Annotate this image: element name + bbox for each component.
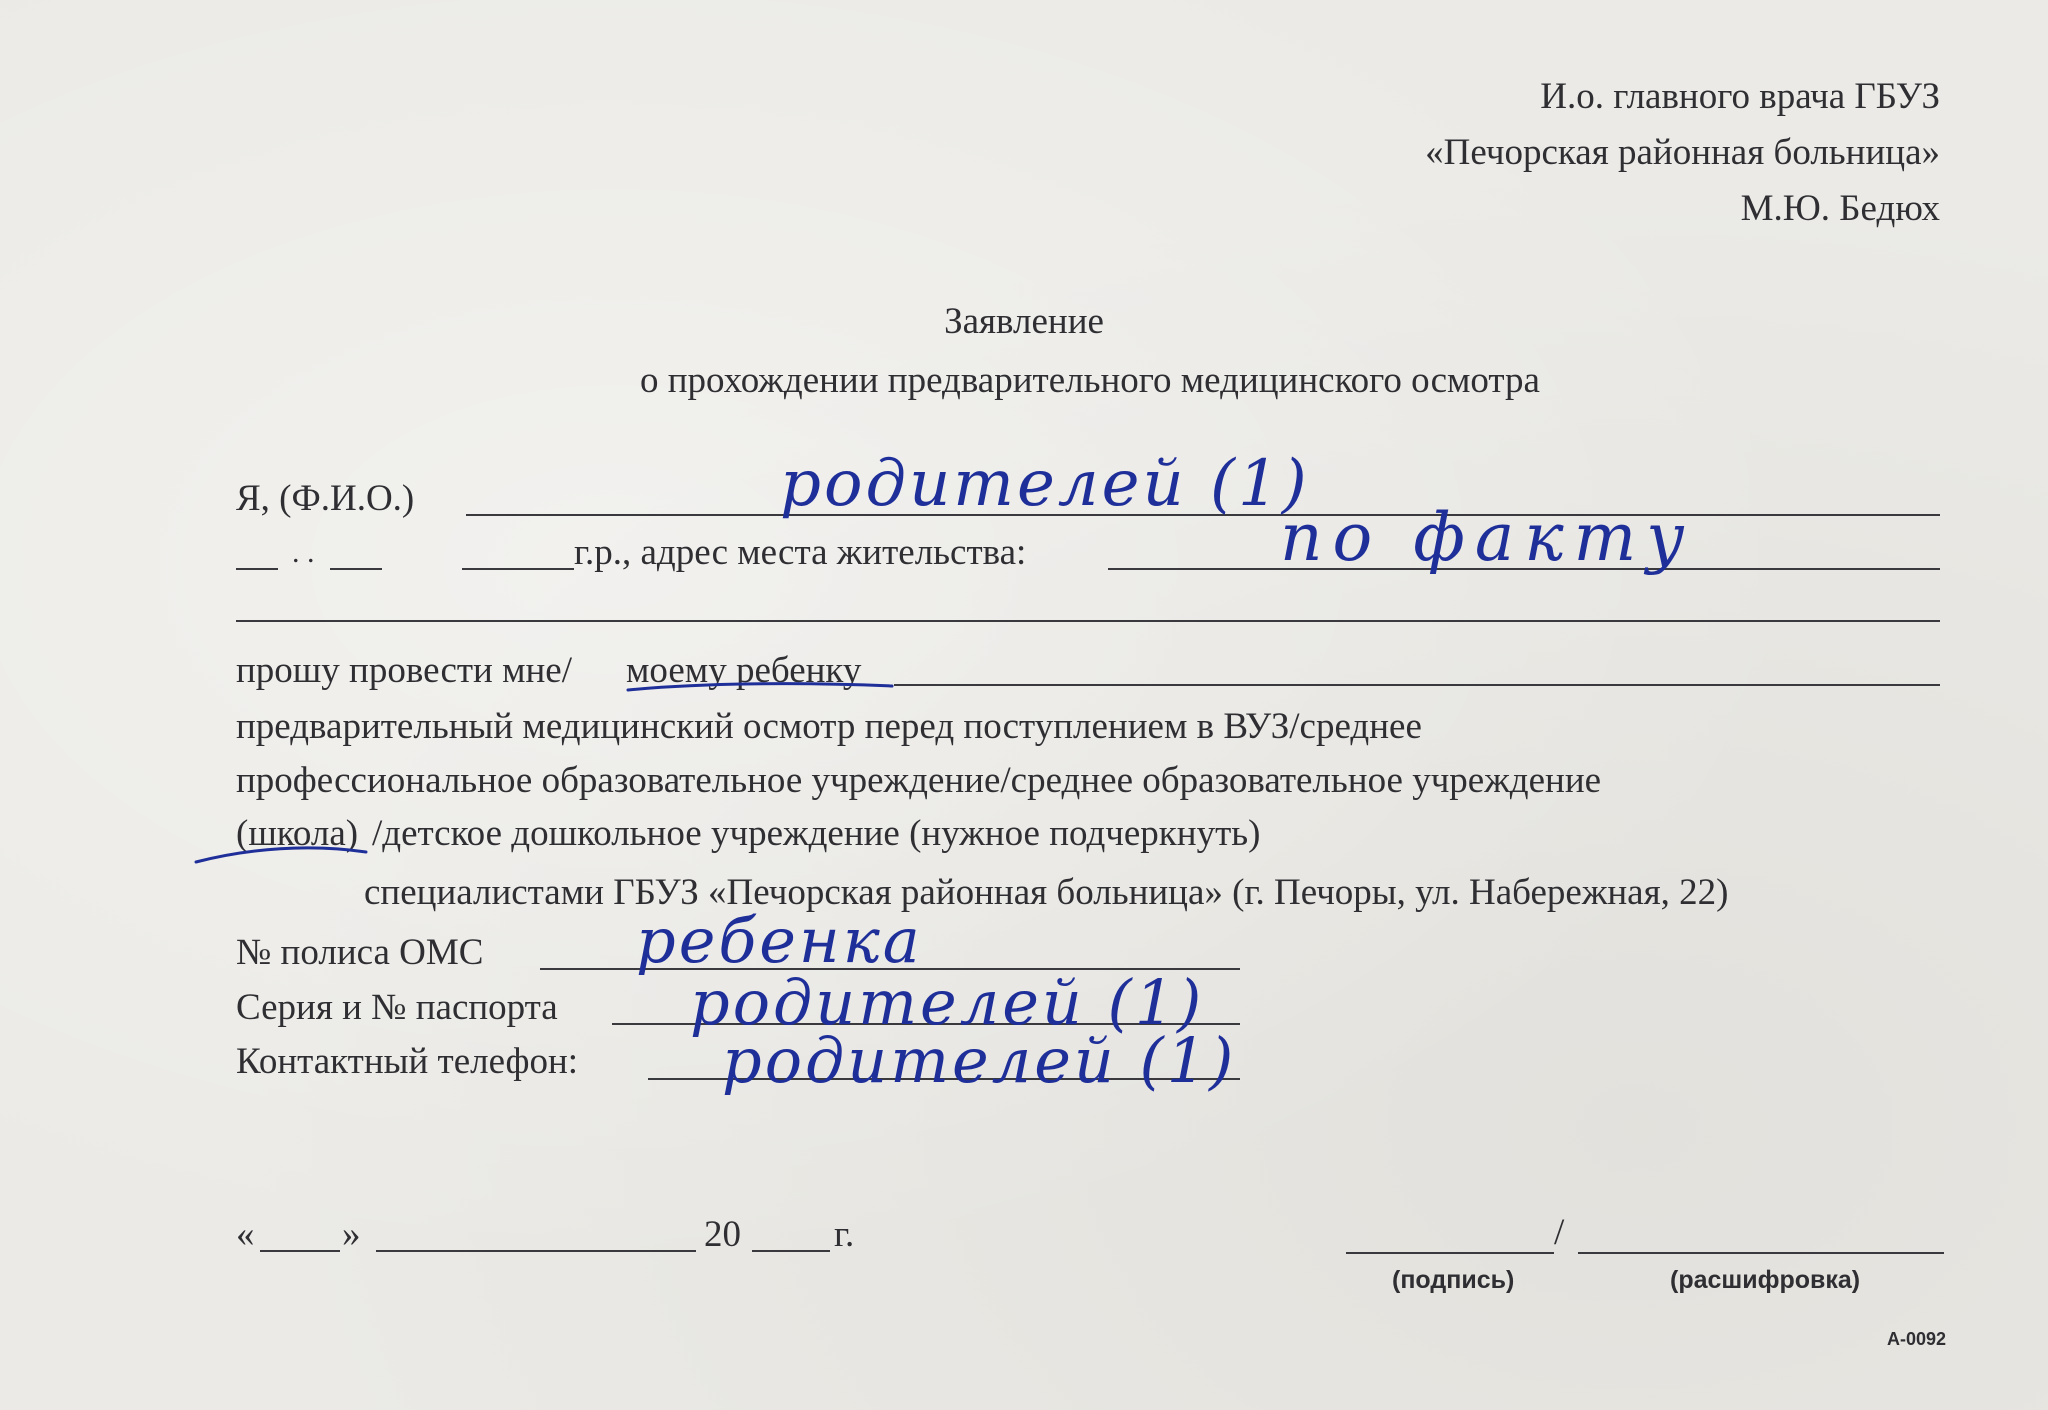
body-line-1: предварительный медицинский осмотр перед поступлением в ВУЗ/среднее: [236, 706, 1422, 747]
body-line-3: /детское дошкольное учреждение (нужное подчеркнуть): [372, 813, 1261, 854]
addressee-organization: «Печорская районная больница»: [1425, 132, 1940, 173]
handwritten-oms: ребенка: [636, 904, 923, 977]
year-suffix: г.: [834, 1214, 855, 1255]
body-line-4: специалистами ГБУЗ «Печорская районная больница» (г. Печоры, ул. Набережная, 22): [364, 872, 1729, 913]
handwritten-fio: родителей (1): [780, 447, 1310, 521]
decoding-caption: (расшифровка): [1670, 1266, 1861, 1294]
school-option: (школа): [236, 813, 359, 854]
signature-separator: /: [1554, 1212, 1565, 1253]
date-open-quote: «: [236, 1214, 255, 1255]
request-prefix: прошу провести мне/: [236, 650, 572, 691]
phone-label: Контактный телефон:: [236, 1041, 579, 1082]
document-subtitle: о прохождении предварительного медицинского осмотра: [640, 360, 1540, 401]
birth-date-dot: . .: [292, 536, 315, 569]
handwritten-phone: родителей (1): [722, 1024, 1237, 1097]
oms-label: № полиса ОМС: [236, 932, 484, 973]
year-prefix: 20: [704, 1214, 741, 1255]
underline-school-option: [196, 848, 366, 862]
addressee-name: М.Ю. Бедюх: [1740, 188, 1940, 229]
address-label: г.р., адрес места жительства:: [574, 532, 1027, 573]
addressee-title: И.о. главного врача ГБУЗ: [1540, 76, 1940, 117]
underline-child-option: [628, 684, 892, 690]
handwritten-address: по факту: [1280, 499, 1695, 576]
document-title: Заявление: [944, 301, 1104, 342]
passport-label: Серия и № паспорта: [236, 987, 558, 1028]
signature-caption: (подпись): [1392, 1266, 1515, 1294]
body-line-2: профессиональное образовательное учреждение/среднее образовательное учреждение: [236, 760, 1602, 801]
request-child-option: моему ребенку: [626, 650, 862, 691]
handwritten-passport: родителей (1): [690, 966, 1205, 1039]
date-close-quote: »: [342, 1214, 361, 1255]
fio-label: Я, (Ф.И.О.): [236, 478, 415, 519]
form-code: А-0092: [1886, 1329, 1946, 1349]
